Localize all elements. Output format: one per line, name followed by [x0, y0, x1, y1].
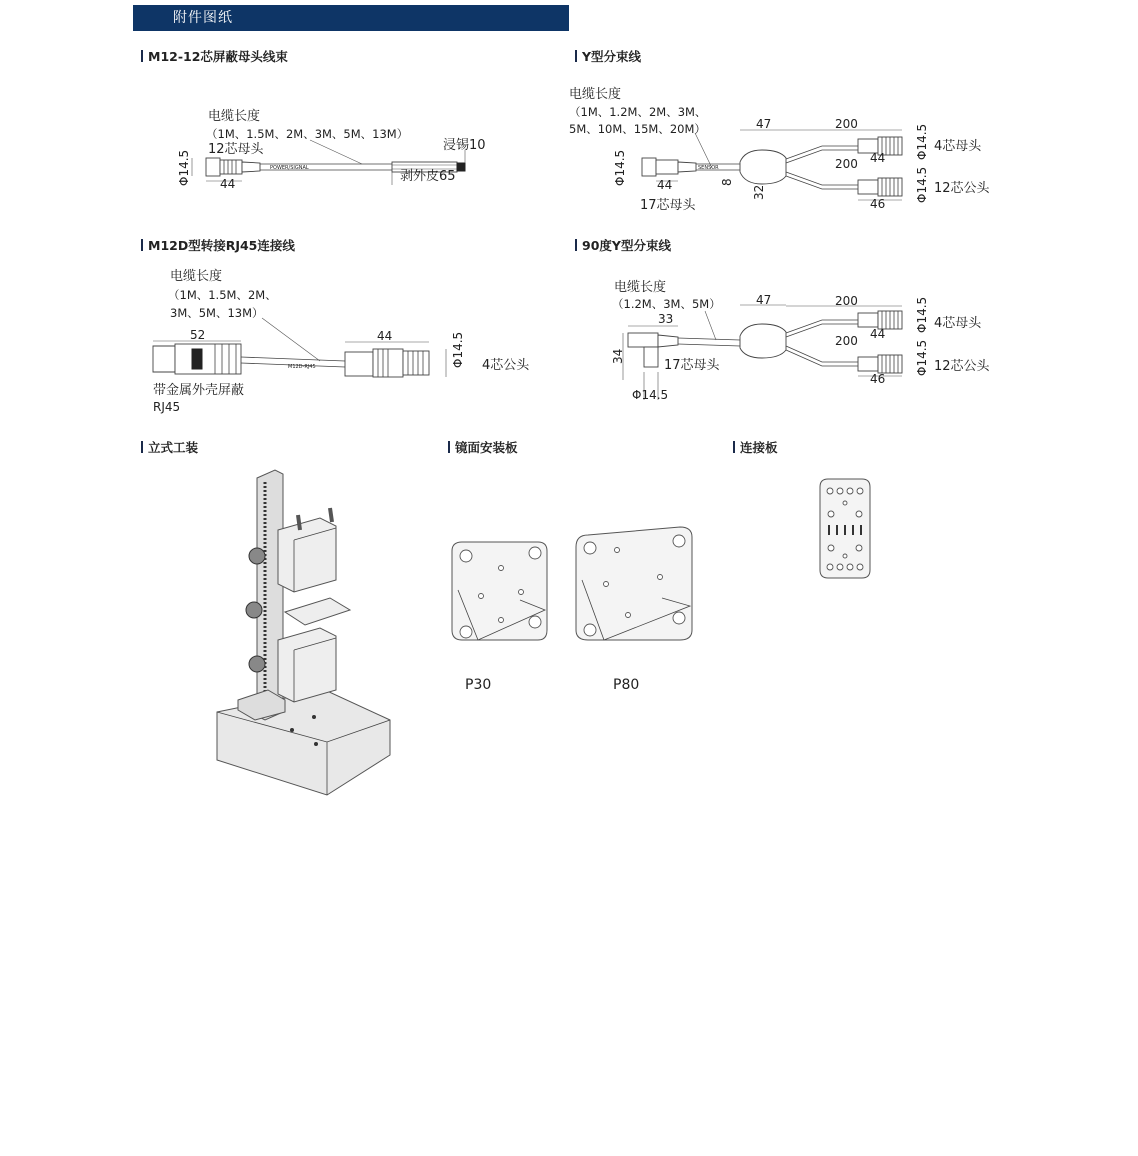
- knob-icon: [246, 602, 262, 618]
- dim-46: 46: [870, 372, 886, 386]
- dim-diameter-bottom: Φ14.5: [915, 166, 929, 203]
- dim-200-bottom: 200: [835, 157, 858, 171]
- corner-hole: [584, 624, 596, 636]
- hole: [827, 564, 833, 570]
- dim-diameter-bottom-left: Φ14.5: [632, 388, 669, 402]
- label-4pin-female: 4芯母头: [934, 316, 982, 331]
- label-p30: P30: [465, 677, 492, 693]
- cable-length-options-2: 3M、5M、13M）: [170, 306, 264, 320]
- dim-diameter-bottom: Φ14.5: [915, 339, 929, 376]
- label-shield: 带金属外壳屏蔽: [153, 383, 245, 398]
- mount-hole: [479, 594, 484, 599]
- m12-boot: [345, 352, 373, 376]
- dim-46: 46: [870, 197, 886, 211]
- cable-print: M12D-RJ45: [288, 364, 316, 370]
- corner-hole: [673, 612, 685, 624]
- mount-hole: [604, 582, 609, 587]
- dim-diameter-left: Φ14.5: [613, 149, 627, 186]
- cable: [678, 338, 740, 346]
- dim-200-top: 200: [835, 117, 858, 131]
- label-17pin-female: 17芯母头: [640, 198, 696, 213]
- hole: [828, 511, 834, 517]
- dim-200-bottom: 200: [835, 334, 858, 348]
- dim-34: 34: [611, 348, 625, 364]
- connect-plate-drawing: [820, 479, 870, 578]
- corner-hole: [673, 535, 685, 547]
- rj45-latch: [192, 349, 202, 369]
- section-title-text: 连接板: [740, 440, 778, 455]
- dim-diameter: Φ14.5: [177, 149, 191, 186]
- hole: [847, 564, 853, 570]
- label-17pin-female: 17芯母头: [664, 358, 720, 373]
- m12d-rj45-drawing: [153, 268, 530, 414]
- cable-length-label: 电缆长度: [208, 109, 261, 124]
- cable-length-label: 电缆长度: [614, 280, 667, 295]
- corner-hole: [584, 542, 596, 554]
- dim-33: 33: [658, 312, 674, 326]
- hole: [847, 488, 853, 494]
- dim-47: 47: [756, 293, 772, 307]
- section-title-text: M12D型转接RJ45连接线: [148, 238, 295, 253]
- tinned-end: [457, 163, 465, 171]
- corner-hole: [460, 550, 472, 562]
- leader-line: [705, 311, 716, 340]
- label-p80: P80: [613, 677, 640, 693]
- hole: [827, 488, 833, 494]
- y-splitter-drawing: [569, 86, 991, 213]
- dim-8: 8: [720, 178, 734, 186]
- strip-label: 剥外皮65: [400, 169, 456, 184]
- label-12pin-male: 12芯公头: [934, 359, 990, 374]
- m12-harness-drawing: [177, 108, 486, 191]
- label-rj45: RJ45: [153, 400, 181, 414]
- dim-diameter: Φ14.5: [451, 331, 465, 368]
- stand-fixture-drawing: [217, 470, 390, 795]
- rj45-tip: [153, 346, 175, 372]
- section-title-text: M12-12芯屏蔽母头线束: [148, 49, 288, 64]
- connector-body: [656, 160, 678, 174]
- mount-hole: [658, 575, 663, 580]
- tin-label: 浸锡10: [443, 138, 486, 153]
- mount-hole: [626, 613, 631, 618]
- dim-44-right: 44: [870, 151, 886, 165]
- mirror-plate-p30: [452, 542, 547, 693]
- clamp-plate: [278, 628, 336, 702]
- cable-length-options: （1.2M、3M、5M）: [612, 297, 721, 311]
- clamp-shelf: [285, 598, 350, 625]
- mount-hole: [615, 548, 620, 553]
- cable-print: POWER/SIGNAL: [270, 165, 309, 171]
- connector-body-bottom: [858, 180, 878, 194]
- corner-hole: [529, 616, 541, 628]
- hole: [837, 564, 843, 570]
- cable-length-options-1: （1M、1.5M、2M、: [168, 288, 277, 302]
- mount-hole: [499, 618, 504, 623]
- dim-32: 32: [752, 184, 766, 200]
- dim-44: 44: [377, 329, 393, 343]
- label-4pin-female: 4芯母头: [934, 139, 982, 154]
- section-title-text: Y型分束线: [582, 49, 642, 64]
- knob-icon: [249, 656, 265, 672]
- connector-boot: [242, 162, 260, 172]
- cable-length-label: 电缆长度: [569, 87, 622, 102]
- page-banner: 附件图纸: [133, 5, 569, 31]
- connector-boot: [678, 162, 696, 172]
- connector-body-bottom: [858, 357, 878, 371]
- connector-body-top: [858, 313, 878, 327]
- leader-line: [310, 140, 362, 164]
- rj45-housing: [175, 344, 241, 374]
- y-splitter-90-drawing: [611, 279, 991, 402]
- hole: [828, 545, 834, 551]
- label-12pin-male: 12芯公头: [934, 181, 990, 196]
- dim-diameter-top: Φ14.5: [915, 296, 929, 333]
- hole: [857, 488, 863, 494]
- base-hole: [314, 742, 318, 746]
- mount-hole: [519, 590, 524, 595]
- cable-length-options: （1M、1.5M、2M、3M、5M、13M）: [206, 127, 409, 141]
- connector-body: [220, 160, 242, 174]
- dim-47: 47: [756, 117, 772, 131]
- hole: [857, 564, 863, 570]
- hole: [843, 554, 847, 558]
- dim-44: 44: [870, 327, 886, 341]
- cable-length-options-1: （1M、1.2M、2M、3M、: [569, 105, 707, 119]
- cable-length-options-2: 5M、10M、15M、20M）: [569, 122, 706, 136]
- leader-line: [695, 133, 712, 168]
- cable-print: SENSOR: [698, 165, 719, 171]
- angle-connector-head: [628, 333, 658, 347]
- base-hole: [312, 715, 316, 719]
- angle-connector-neck: [644, 347, 658, 367]
- branch-bottom: [786, 346, 858, 366]
- splitter-body: [740, 324, 786, 358]
- connector-nut: [642, 158, 656, 176]
- hole: [856, 545, 862, 551]
- connector-nut: [206, 158, 220, 176]
- hole: [843, 501, 847, 505]
- clamp-plate: [278, 518, 336, 592]
- m12-nut: [403, 351, 429, 375]
- angle-connector-boot: [658, 335, 678, 347]
- cable-length-label: 电缆长度: [170, 269, 223, 284]
- mirror-plate-p80: [576, 527, 692, 693]
- dim-200-top: 200: [835, 294, 858, 308]
- knob-icon: [249, 548, 265, 564]
- section-title-text: 90度Y型分束线: [582, 238, 671, 253]
- leader-line: [262, 318, 320, 361]
- connector-label: 12芯母头: [208, 142, 264, 157]
- branch-bottom: [786, 172, 858, 189]
- dim-52: 52: [190, 328, 206, 342]
- dim-diameter-top: Φ14.5: [915, 123, 929, 160]
- section-title-text: 立式工装: [148, 440, 199, 455]
- section-title-text: 镜面安装板: [455, 440, 518, 455]
- dim-44-left: 44: [657, 178, 673, 192]
- hole: [837, 488, 843, 494]
- mount-hole: [499, 566, 504, 571]
- corner-hole: [460, 626, 472, 638]
- hole: [856, 511, 862, 517]
- label-4pin-male: 4芯公头: [482, 358, 530, 373]
- corner-hole: [529, 547, 541, 559]
- base-hole: [290, 728, 294, 732]
- splitter-body: [740, 150, 786, 184]
- dim-length: 44: [220, 177, 236, 191]
